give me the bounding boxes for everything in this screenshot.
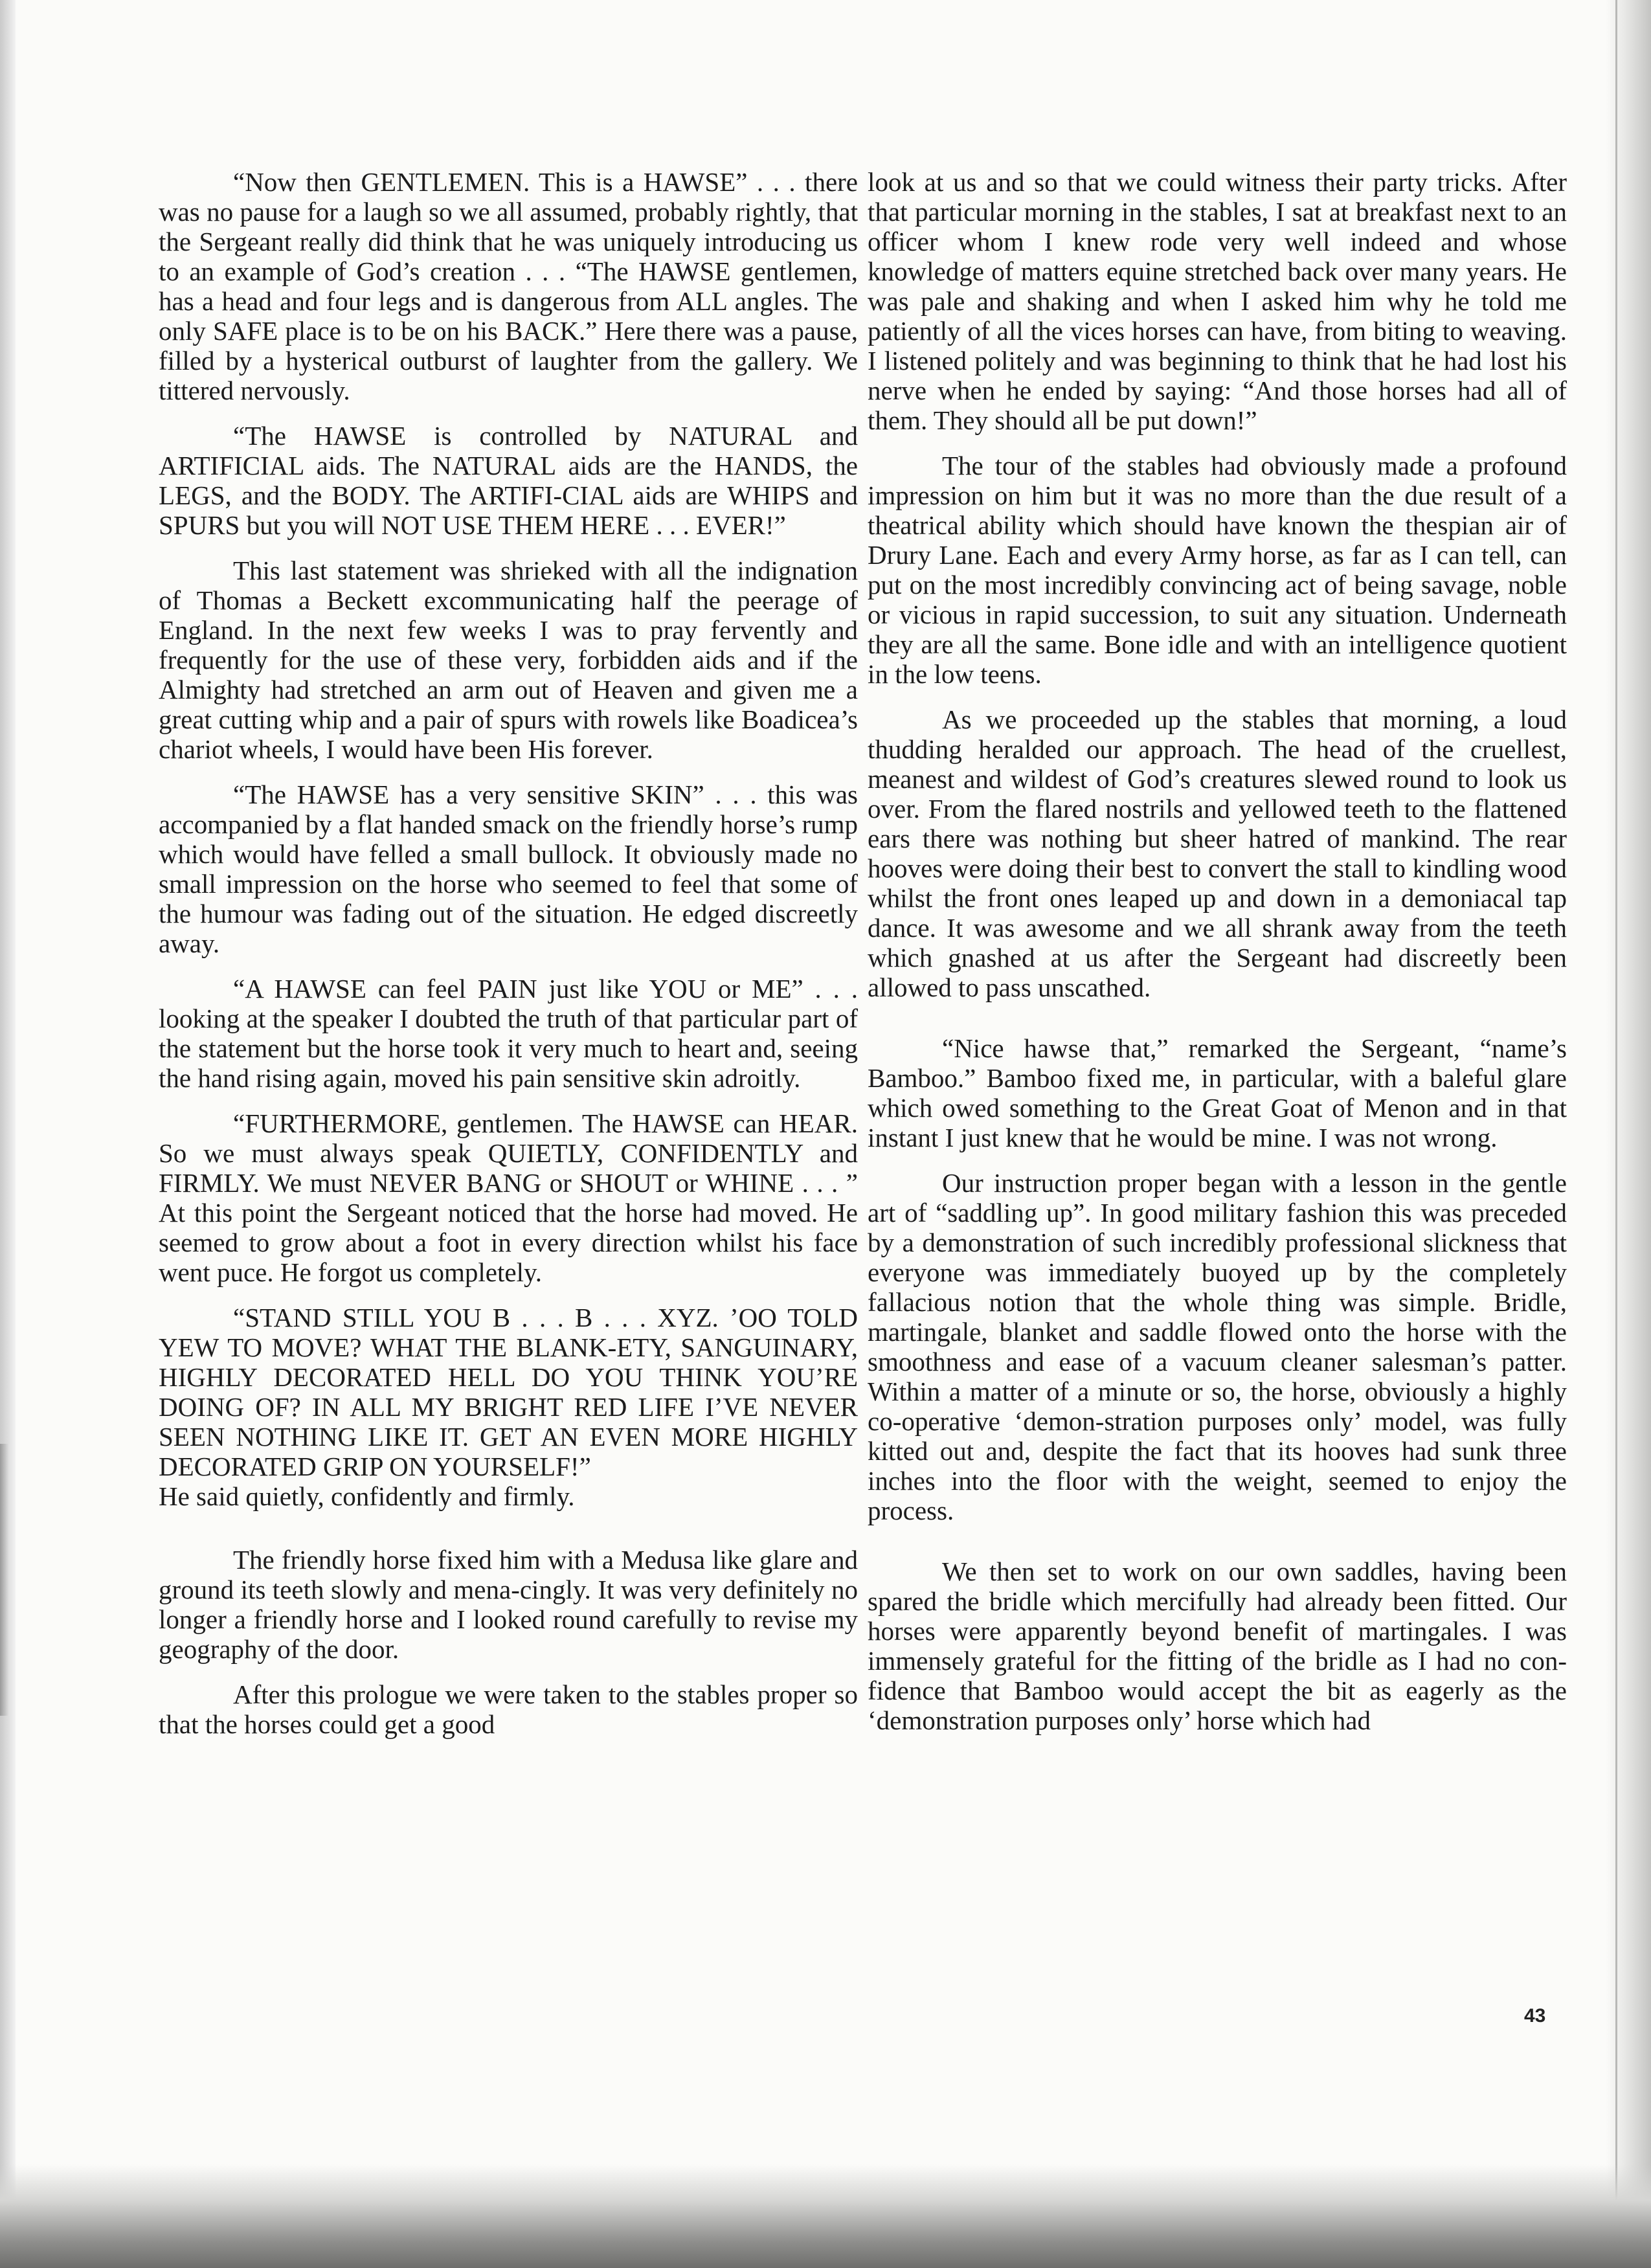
- paragraph: “Now then GENTLEMEN. This is a HAWSE” . . . there was no pause for a laugh so we all assumed, probably rightly, that the Sergeant really did think that he was uniquely introducing us to an example of God’s creation . . . “The HAWSE gentlemen, has a head and four legs and is dangerous from ALL angles. The only SAFE place is to be on his BACK.” Here there was a pause, filled by a hysterical outburst of laughter from the gallery. We tittered nervously.: [159, 167, 858, 405]
- paragraph: After this prologue we were taken to the stables proper so that the horses could get a good: [159, 1679, 858, 1739]
- left-column: [159, 167, 858, 1739]
- paragraph: “The HAWSE has a very sensitive SKIN” . . . this was accompanied by a flat handed smack on the friendly horse’s rump which would have felled a small bullock. It obviously made no small impression on the horse who seemed to feel that some of the humour was fading out of the situation. He edged discreetly away.: [159, 780, 858, 958]
- page-right-edge: [1606, 0, 1651, 2268]
- paragraph: “The HAWSE is controlled by NATURAL and ARTIFICIAL aids. The NATURAL aids are the HANDS, the LEGS, and the BODY. The ARTIFI-CIAL aids are WHIPS and SPURS but you will NOT USE THEM HERE . . . EVER!”: [159, 421, 858, 540]
- paragraph: look at us and so that we could witness their party tricks. After that particular morning in the stables, I sat at breakfast next to an officer whom I knew rode very well indeed and whose knowledge of matters equine stretched back over many years. He was pale and shaking and when I asked him why he told me patiently of all the vices horses can have, from biting to weaving. I listened politely and was beginning to think that he had lost his nerve when he ended by saying: “And those horses had all of them. They should all be put down!”: [868, 167, 1567, 435]
- paragraph: This last statement was shrieked with all the indignation of Thomas a Beckett excommunicating half the peerage of England. In the next few weeks I was to pray fervently and frequently for the use of these very, forbidden aids and if the Almighty had stretched an arm out of Heaven and given me a great cutting whip and a pair of spurs with rowels like Boadicea’s chariot wheels, I would have been His forever.: [159, 556, 858, 764]
- paragraph: The tour of the stables had obviously made a profound impression on him but it was no more than the due result of a theatrical ability which should have known the thespian air of Drury Lane. Each and every Army horse, as far as I can tell, can put on the most incredibly convincing act of being savage, noble or vicious in rapid succession, to suit any situation. Underneath they are all the same. Bone idle and with an intelligence quotient in the low teens.: [868, 451, 1567, 689]
- paragraph: “Nice hawse that,” remarked the Sergeant, “name’s Bamboo.” Bamboo fixed me, in particular, with a baleful glare which owed something to the Great Goat of Menon and in that instant I just knew that he would be mine. I was not wrong.: [868, 1033, 1567, 1152]
- paragraph: “FURTHERMORE, gentlemen. The HAWSE can HEAR. So we must always speak QUIETLY, CONFIDENTLY and FIRMLY. We must NEVER BANG or SHOUT or WHINE . . . ” At this point the Sergeant noticed that the horse had moved. He seemed to grow about a foot in every direction whilst his face went puce. He forgot us completely.: [159, 1108, 858, 1287]
- page-fold-line: [1615, 0, 1617, 2268]
- scan-bottom-shadow: [0, 2164, 1651, 2268]
- right-column: [868, 167, 1567, 1735]
- paragraph: “STAND STILL YOU B . . . B . . . XYZ. ’OO TOLD YEW TO MOVE? WHAT THE BLANK-ETY, SANGUINARY, HIGHLY DECORATED HELL DO YOU THINK YOU’RE DOING OF? IN ALL MY BRIGHT RED LIFE I’VE NEVER SEEN NOTHING LIKE IT. GET AN EVEN MORE HIGHLY DECORATED GRIP ON YOURSELF!”: [159, 1303, 858, 1481]
- page-left-edge: [0, 0, 16, 2268]
- page-number: 43: [1524, 2005, 1546, 2027]
- paragraph: Our instruction proper began with a lesson in the gentle art of “saddling up”. In good military fashion this was preceded by a demonstration of such incredibly professional slickness that everyone was immediately buoyed up by the completely fallacious notion that the whole thing was simple. Bridle, martingale, blanket and saddle flowed onto the horse with the smoothness and ease of a vacuum cleaner salesman’s patter. Within a matter of a minute or so, the horse, obviously a highly co-operative ‘demon-stration purposes only’ model, was fully kitted out and, despite the fact that its hooves had sunk three inches into the floor with the weight, seemed to enjoy the process.: [868, 1168, 1567, 1525]
- paragraph: We then set to work on our own saddles, having been spared the bridle which mercifully had already been fitted. Our horses were apparently beyond benefit of martingales. I was immensely grateful for the fitting of the bridle as I had no con-fidence that Bamboo would accept the bit as eagerly as the ‘demonstration purposes only’ horse which had: [868, 1556, 1567, 1735]
- paragraph: “A HAWSE can feel PAIN just like YOU or ME” . . . looking at the speaker I doubted the truth of that particular part of the statement but the horse took it very much to heart and, seeing the hand rising again, moved his pain sensitive skin adroitly.: [159, 974, 858, 1093]
- paragraph: The friendly horse fixed him with a Medusa like glare and ground its teeth slowly and mena-cingly. It was very definitely no longer a friendly horse and I looked round carefully to revise my geography of the door.: [159, 1545, 858, 1664]
- binding-shadow: [0, 1444, 9, 1716]
- paragraph: He said quietly, confidently and firmly.: [159, 1481, 575, 1511]
- paragraph: As we proceeded up the stables that morning, a loud thudding heralded our approach. The head of the cruellest, meanest and wildest of God’s creatures slewed round to look us over. From the flared nostrils and yellowed teeth to the flattened ears there was nothing but sheer hatred of mankind. The rear hooves were doing their best to convert the stall to kindling wood whilst the front ones leaped up and down in a demoniacal tap dance. It was awesome and we all shrank away from the teeth which gnashed at us after the Sergeant had discreetly been allowed to pass unscathed.: [868, 704, 1567, 1002]
